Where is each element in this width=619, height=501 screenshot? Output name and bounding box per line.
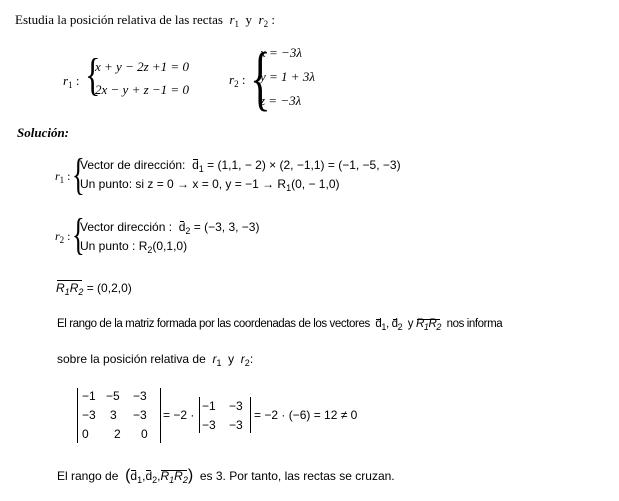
conclusion-d2-letter: d: [145, 469, 153, 483]
r1-label-colon: :: [75, 73, 80, 88]
det-mid-factor: = −2 ·: [163, 408, 195, 422]
det3-row-2: [82, 408, 153, 422]
conclusion-d1-letter: d: [130, 469, 138, 483]
conclusion-r1r2: [160, 469, 187, 483]
sol-r1-colon: :: [67, 169, 71, 183]
direction-vector-text-2: Vector dirección :: [80, 220, 173, 234]
conclusion-close-paren: ): [187, 467, 194, 484]
problem-statement: [15, 12, 275, 28]
para1-R2-sub: 2: [436, 322, 441, 332]
det3-row-1: [82, 389, 153, 403]
d2-vector: [179, 220, 186, 234]
para1-comma: ,: [386, 318, 389, 330]
para2-r1: r: [212, 352, 217, 366]
det2-left-bar: [199, 397, 200, 433]
r1r2-vector-line: [56, 279, 132, 295]
r1r2-R2-sub: 2: [78, 287, 84, 297]
det3-cell: 2: [114, 427, 121, 441]
det3-cell: 0: [141, 427, 148, 441]
para1-R1: R: [415, 318, 424, 330]
det3-row-3: [82, 427, 161, 441]
para2-r2-sub: 2: [244, 358, 250, 368]
r1-label-sub: 1: [68, 80, 73, 90]
r1-label: r: [63, 73, 69, 88]
sol-r2-sub: 2: [59, 235, 65, 245]
det3-left-bar: [77, 388, 78, 443]
det2-cell: −3: [229, 418, 243, 432]
det3-cell: −1: [82, 389, 96, 403]
sol-r2-line1: [80, 220, 259, 234]
conclusion-d1: [130, 469, 137, 483]
sol-r1-line1: [80, 158, 401, 172]
det3-cell: −3: [133, 389, 147, 403]
para1-d1-letter: d: [375, 318, 382, 330]
conclusion-post: es 3. Por tanto, las rectas se cruzan.: [199, 469, 395, 483]
r2-eq3: z = −3λ: [260, 93, 302, 108]
det2-row-2: [202, 418, 243, 432]
para2-r1-sub: 1: [216, 358, 222, 368]
conclusion-comma-2: ,: [157, 469, 161, 483]
r1r2-R2: R: [69, 281, 79, 295]
d2-sub: 2: [185, 226, 191, 236]
d1-vector: [192, 158, 199, 172]
r1r2-value: = (0,2,0): [86, 281, 132, 295]
R2-coords: (0,1,0): [152, 239, 188, 253]
r1r2-R1: R: [56, 281, 65, 295]
d2-value: = (−3, 3, −3): [193, 220, 260, 234]
r1-system-label: [63, 73, 79, 89]
sol-r1-line2: [80, 177, 339, 191]
r2-label-sub: 2: [234, 79, 239, 89]
conclusion-R2-sub: 2: [182, 475, 188, 485]
conclusion-d2-sub: 2: [152, 475, 158, 485]
r1r2-vector: [56, 279, 83, 295]
det2-row-1: [202, 399, 243, 413]
para1-d1: [375, 318, 381, 330]
det2-cell: −3: [202, 418, 216, 432]
det3-cell: 3: [110, 408, 117, 422]
r2-label: r: [229, 72, 235, 87]
r2-eq1: x = −3λ: [260, 45, 302, 60]
sol-r2-line2: [80, 239, 187, 253]
d1-calculation: = (1,1, − 2) × (2, −1,1) = (−1, −5, −3): [207, 158, 401, 172]
statement-colon: :: [271, 12, 275, 27]
rank-paragraph-2: [57, 352, 253, 366]
r2-system-label: [229, 72, 245, 88]
sol-r1-symbol: r: [55, 169, 60, 183]
para1-tail: nos informa: [446, 318, 503, 330]
det2-right-bar: [250, 397, 251, 433]
conclusion-R1: R: [160, 469, 170, 483]
d1-letter: d: [192, 158, 199, 172]
d1-sub: 1: [198, 164, 204, 174]
r1-eq2: 2x − y + z −1 = 0: [95, 82, 189, 97]
para1-R2: R: [428, 318, 437, 330]
r1-eq1: x + y − 2z +1 = 0: [95, 59, 189, 74]
det-result: = −2 · (−6) = 12 ≠ 0: [254, 408, 358, 422]
det2-cell: −1: [202, 399, 216, 413]
sol-r2-brace: {: [72, 210, 85, 259]
sol-r1-sub: 1: [59, 175, 65, 185]
para1-text: El rango de la matriz formada por las coordenadas de los vectores: [57, 318, 370, 330]
para2-r2: r: [240, 352, 245, 366]
para1-d2-letter: d: [391, 318, 398, 330]
conclusion-pre: El rango de: [57, 469, 119, 483]
conclusion: [57, 467, 395, 485]
r1-brace: {: [85, 49, 101, 100]
para2-colon: :: [249, 352, 254, 366]
det2-cell: −3: [229, 399, 243, 413]
para1-y: y: [407, 318, 414, 330]
r2-sub: 2: [263, 19, 269, 29]
R1-sub: 1: [286, 183, 292, 193]
sol-r2-colon: :: [67, 229, 71, 243]
point-text: Un punto: si z = 0 → x = 0, y = −1 → R: [80, 177, 287, 191]
statement-text: Estudia la posición relativa de las rectas: [15, 12, 223, 27]
r2-eq2: y = 1 + 3λ: [260, 69, 315, 84]
y-word: y: [245, 12, 252, 27]
r2-symbol: r: [258, 12, 264, 27]
conclusion-d1-sub: 1: [137, 475, 143, 485]
para2-text: sobre la posición relativa de: [57, 352, 206, 366]
para1-d2-sub: 2: [397, 322, 403, 332]
sol-r1-brace: {: [72, 150, 85, 199]
r1r2-R1-sub: 1: [64, 287, 70, 297]
det3-cell: −3: [82, 408, 96, 422]
sol-r2-label: [55, 229, 71, 244]
r2-brace: {: [250, 38, 271, 118]
conclusion-R2: R: [174, 469, 183, 483]
R1-coords: (0, − 1,0): [291, 177, 340, 191]
rank-paragraph-1: [57, 318, 502, 330]
conclusion-open-paren: (: [125, 467, 131, 484]
R2-sub: 2: [147, 245, 153, 255]
para1-R1-sub: 1: [423, 322, 429, 332]
point-text-2: Un punto : R: [80, 239, 148, 253]
para1-d1-sub: 1: [381, 322, 386, 332]
r1-symbol: r: [229, 12, 235, 27]
det3-cell: 0: [82, 427, 89, 441]
conclusion-comma-1: ,: [142, 469, 146, 483]
solution-heading: Solución:: [17, 125, 70, 140]
conclusion-R1-sub: 1: [169, 475, 175, 485]
para1-r1r2: [416, 318, 441, 330]
det3-cell: −3: [133, 408, 147, 422]
para1-d2: [392, 318, 398, 330]
conclusion-d2: [145, 469, 152, 483]
direction-vector-text: Vector de dirección:: [80, 158, 186, 172]
d2-letter: d: [178, 220, 186, 234]
para2-y: y: [228, 352, 235, 366]
sol-r2-symbol: r: [55, 229, 60, 243]
r2-label-colon: :: [241, 72, 246, 87]
r1-sub: 1: [234, 19, 239, 29]
det3-cell: −5: [106, 389, 120, 403]
sol-r1-label: [55, 169, 71, 184]
